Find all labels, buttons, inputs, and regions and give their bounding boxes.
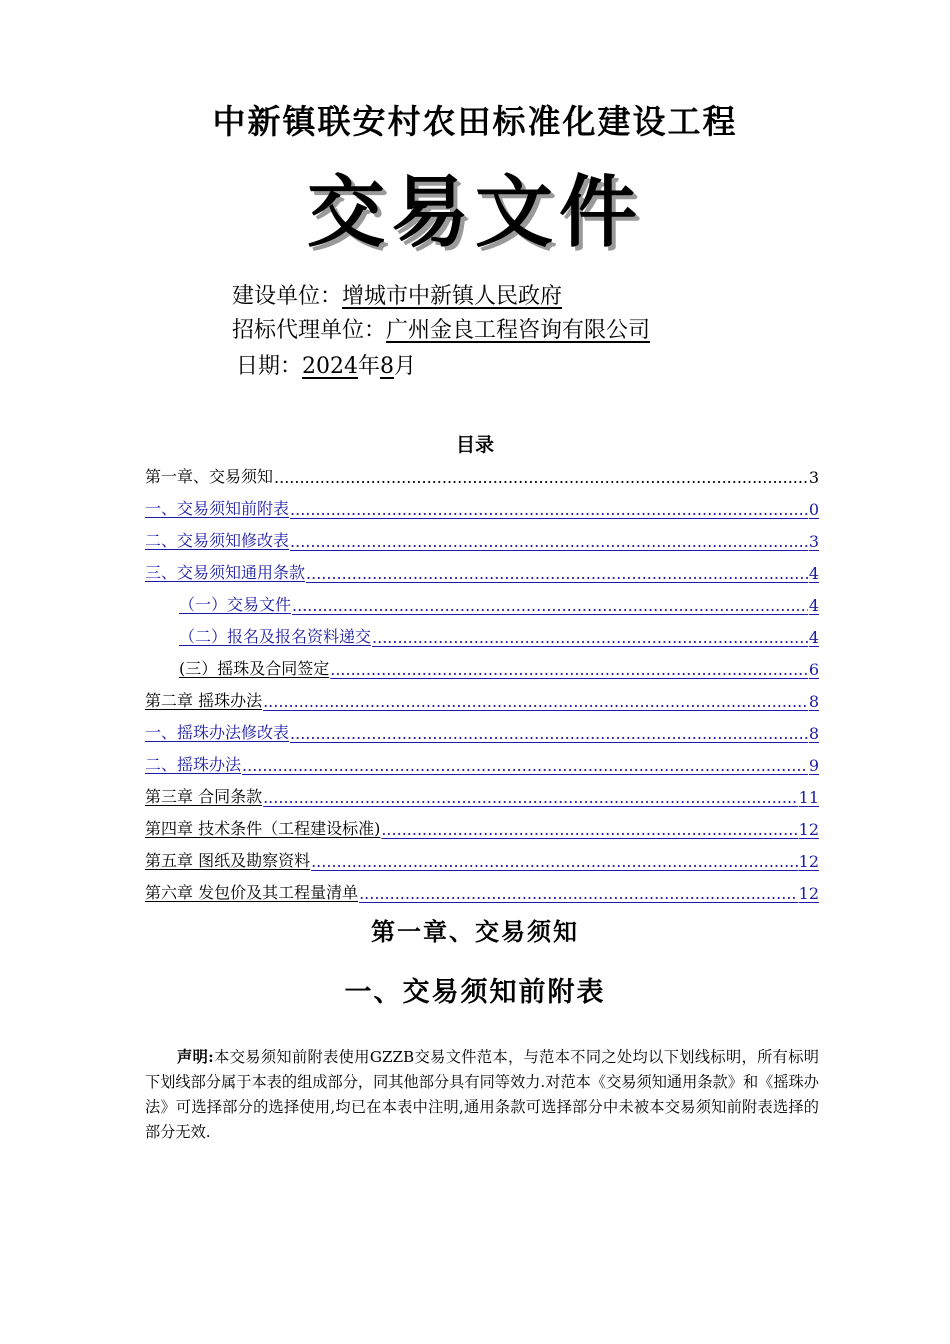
- statement-text: 本交易须知前附表使用GZZB交易文件范本，与范本不同之处均以下划线标明，所有标明下划线部分属于本表的组成部分，同其他部分具有同等效力.对范本《交易须知通用条款》和《摇珠办法》可选择部分的选择使用,均已在本表中注明,通用条款可选择部分中未被本交易须知前附表选择的部分无效.: [145, 1048, 819, 1142]
- toc-leader: [242, 756, 808, 775]
- toc-leader: [311, 852, 798, 871]
- date-label: 日期：: [236, 354, 303, 379]
- toc-leader: [381, 820, 797, 839]
- agent-value: 广州金良工程咨询有限公司: [386, 318, 651, 343]
- toc-item[interactable]: [145, 487, 819, 519]
- toc-leader: [290, 500, 808, 519]
- toc-item-page: 12: [798, 820, 819, 839]
- toc-item-page: 11: [798, 788, 819, 807]
- toc-leader: [290, 532, 808, 551]
- toc-leader: [263, 788, 798, 807]
- toc-item[interactable]: [145, 871, 819, 903]
- project-title: 中新镇联安村农田标准化建设工程: [212, 102, 738, 141]
- toc-item[interactable]: [145, 743, 819, 775]
- toc-item[interactable]: [145, 615, 819, 647]
- toc-item-page: 0: [808, 500, 819, 519]
- toc-item[interactable]: [145, 711, 819, 743]
- toc-leader: [292, 596, 808, 615]
- toc-item[interactable]: [145, 647, 819, 679]
- toc-item-title: 第六章 发包价及其工程量清单: [145, 883, 359, 902]
- toc-leader: [306, 564, 808, 583]
- table-of-contents: [145, 455, 819, 903]
- date-month: 8: [380, 354, 395, 379]
- toc-heading: 目录: [455, 434, 494, 456]
- toc-item-page: 8: [808, 692, 819, 711]
- toc-item-page: 12: [798, 884, 819, 903]
- toc-item-page: 4: [808, 628, 819, 647]
- toc-item-title: 第四章 技术条件（工程建设标准): [145, 819, 381, 838]
- toc-item-page: 12: [798, 852, 819, 871]
- section-title: 一、交易须知前附表: [344, 977, 606, 1008]
- toc-item-page: 6: [808, 660, 819, 679]
- toc-item[interactable]: [145, 583, 819, 615]
- toc-item[interactable]: [145, 775, 819, 807]
- toc-leader: [290, 724, 808, 743]
- toc-item[interactable]: [145, 551, 819, 583]
- toc-item-page: 9: [808, 756, 819, 775]
- toc-leader: [263, 692, 808, 711]
- toc-item-page: 4: [808, 596, 819, 615]
- toc-item-title: 一、交易须知前附表: [145, 499, 290, 518]
- toc-item-title: 二、摇珠办法: [145, 755, 242, 774]
- builder-label: 建设单位：: [232, 284, 343, 309]
- statement-paragraph: [145, 1045, 819, 1145]
- chapter-title: 第一章、交易须知: [371, 918, 579, 946]
- toc-item-title: 三、交易须知通用条款: [145, 563, 306, 582]
- agent-label: 招标代理单位：: [232, 318, 387, 343]
- toc-item-page: 3: [808, 532, 819, 551]
- toc-item-title: （一）交易文件: [179, 595, 292, 614]
- date-month-suffix: 月: [394, 354, 417, 379]
- toc-item-page: 3: [808, 468, 819, 487]
- toc-item[interactable]: [145, 839, 819, 871]
- document-title: 交易文件: [306, 168, 643, 258]
- toc-item[interactable]: [145, 807, 819, 839]
- builder-line: [232, 282, 562, 312]
- statement-lead: 声明:: [177, 1048, 214, 1067]
- toc-item-title: 二、交易须知修改表: [145, 531, 290, 550]
- toc-item[interactable]: [145, 455, 819, 487]
- toc-item-title: 第三章 合同条款: [145, 787, 263, 806]
- toc-item-title: 第二章 摇珠办法: [145, 691, 263, 710]
- toc-item-title: 第一章、交易须知: [145, 467, 274, 486]
- toc-leader: [274, 468, 808, 487]
- toc-leader: [372, 628, 808, 647]
- toc-item[interactable]: [145, 679, 819, 711]
- toc-item-page: 8: [808, 724, 819, 743]
- toc-item-title: (三）摇珠及合同签定: [179, 659, 330, 678]
- agent-line: [232, 316, 650, 346]
- date-line: [236, 352, 416, 382]
- toc-item-page: 4: [808, 564, 819, 583]
- toc-item-title: 第五章 图纸及勘察资料: [145, 851, 311, 870]
- toc-item[interactable]: [145, 519, 819, 551]
- date-year: 2024: [302, 354, 359, 379]
- toc-item-title: 一、摇珠办法修改表: [145, 723, 290, 742]
- builder-value: 增城市中新镇人民政府: [342, 284, 563, 309]
- date-year-suffix: 年: [358, 354, 381, 379]
- toc-leader: [330, 660, 808, 679]
- toc-item-title: （二）报名及报名资料递交: [179, 627, 372, 646]
- toc-leader: [359, 884, 798, 903]
